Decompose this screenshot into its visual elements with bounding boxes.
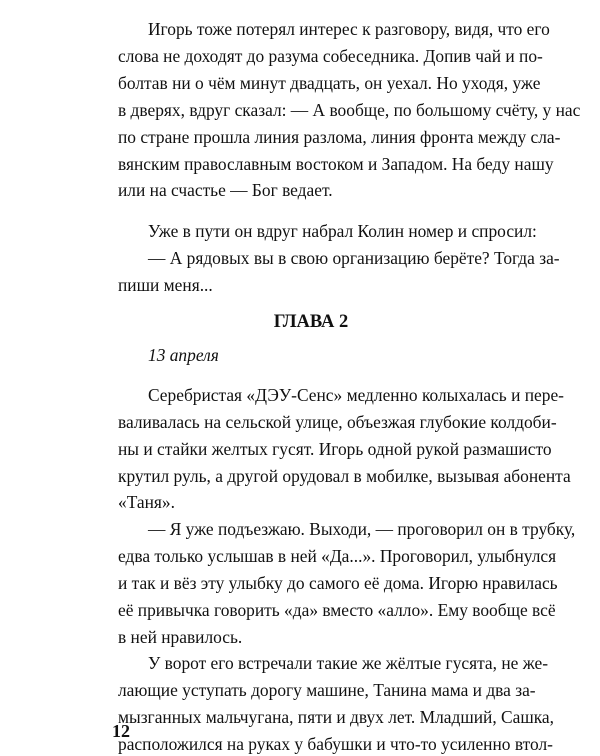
page-number: 12 [112,721,130,741]
text-line: или на счастье — Бог ведает. [118,180,333,200]
text-line: в ней нравилось. [118,627,243,647]
text-line: — Я уже подъезжаю. Выходи, — проговорил он в трубку, [148,519,576,539]
text-line: слова не доходят до разума собеседника. Допив чай и по- [118,46,543,66]
text-line: и так и вёз эту улыбку до самого её дома. Игорю нравилась [118,573,558,593]
text-line: её привычка говорить «да» вместо «алло». Ему вообще всё [118,600,556,620]
text-line: Серебристая «ДЭУ-Сенс» медленно колыхалась и пере- [148,385,564,405]
text-line: в дверях, вдруг сказал: — А вообще, по большому счёту, у нас [118,100,581,120]
text-line: Игорь тоже потерял интерес к разговору, видя, что его [148,19,550,39]
text-line: ны и стайки желтых гусят. Игорь одной рукой размашисто [118,439,552,459]
chapter-heading: ГЛАВА 2 [273,312,349,332]
text-line: «Таня». [118,492,175,512]
text-line: вянским православным востоком и Западом. На беду нашу [118,154,554,174]
text-line: Уже в пути он вдруг набрал Колин номер и спросил: [148,221,537,241]
text-line: лающие уступать дорогу машине, Танина мама и два за- [118,680,536,700]
text-line: расположился на руках у бабушки и что-то усиленно втол- [118,734,553,754]
text-line: У ворот его встречали такие же жёлтые гусята, не же- [148,653,549,673]
chapter-date: 13 апреля [148,345,219,365]
text-line: едва только услышав в ней «Да...». Проговорил, улыбнулся [118,546,557,566]
text-line: валивалась на сельской улице, объезжая глубокие колдоби- [118,412,557,432]
text-line: по стране прошла линия разлома, линия фронта между сла- [118,127,561,147]
text-line: — А рядовых вы в свою организацию берёте? Тогда за- [148,248,560,268]
text-line: мызганных мальчугана, пяти и двух лет. Младший, Сашка, [118,707,554,727]
text-line: крутил руль, а другой орудовал в мобилке, вызывая абонента [118,466,571,486]
text-line: пиши меня... [118,275,213,295]
text-line: болтав ни о чём минут двадцать, он уехал. Но уходя, уже [118,73,541,93]
